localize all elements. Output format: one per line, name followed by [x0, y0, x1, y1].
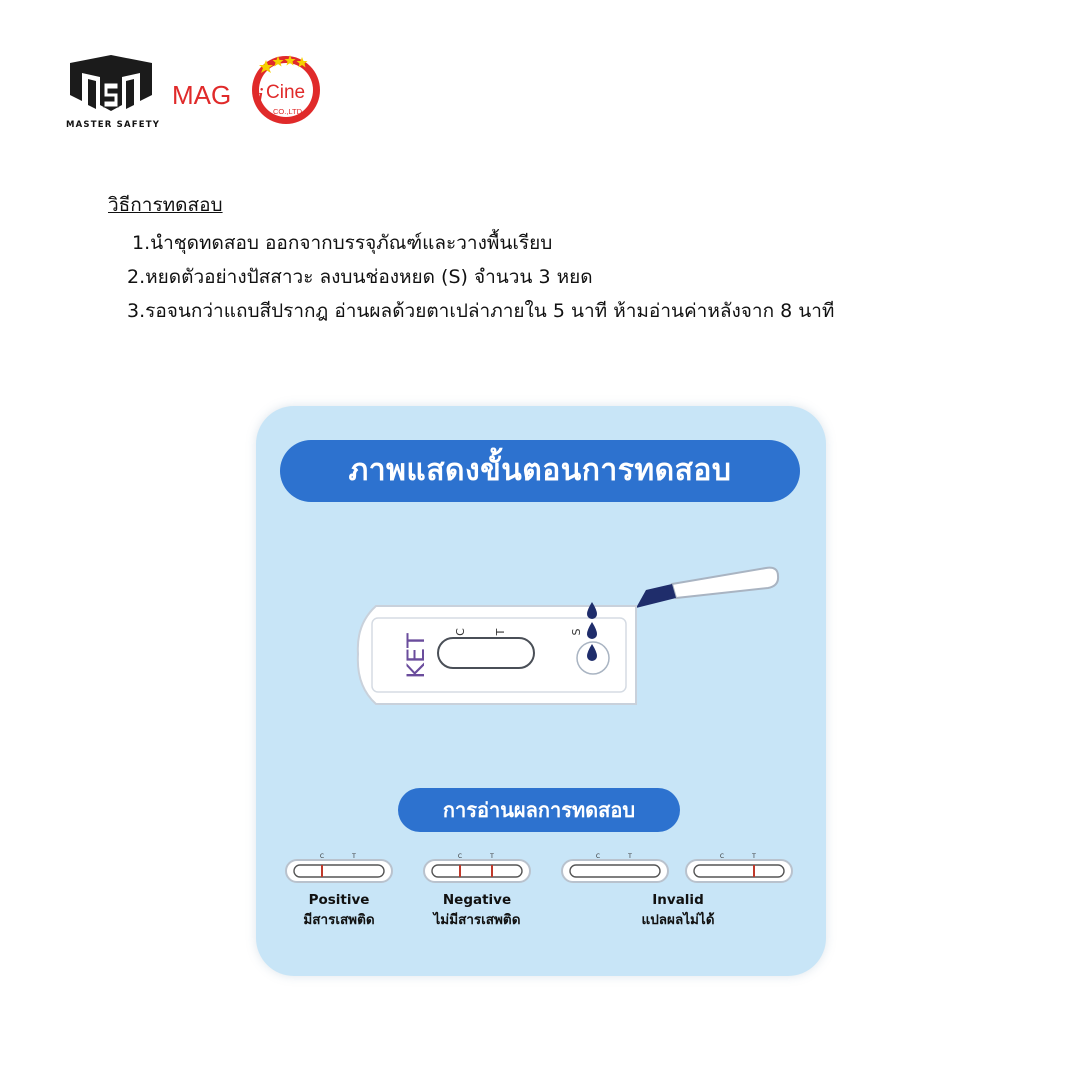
test-procedure-card	[256, 406, 826, 976]
result-reading-title: การอ่านผลการทดสอบ	[398, 788, 680, 832]
result-strip-invalid-1	[560, 852, 670, 884]
cassette-ket-label: KET	[402, 633, 430, 679]
strip-t-mark: T	[490, 853, 494, 860]
header-logos	[66, 50, 336, 140]
cassette-s-mark: S	[570, 628, 583, 636]
result-strip-negative	[422, 852, 532, 884]
procedure-title: ภาพแสดงขั้นตอนการทดสอบ	[280, 440, 800, 502]
magicine-i-text: i	[257, 84, 264, 110]
drop-icon-1	[587, 602, 597, 619]
test-cassette-illustration	[346, 556, 786, 716]
strip-c-mark: C	[595, 853, 601, 860]
result-label-invalid	[608, 890, 748, 930]
cassette-t-mark: T	[494, 628, 507, 636]
master-safety-caption: MASTER SAFETY	[66, 120, 161, 130]
strip-t-mark: T	[752, 853, 756, 860]
negative-label-th: ไม่มีสารเสพติด	[433, 912, 521, 928]
magicine-cine-text: Cine	[266, 82, 306, 103]
strip-c-mark: C	[457, 853, 463, 860]
magicine-mag-text: MAG	[172, 80, 232, 110]
negative-label-en: Negative	[442, 892, 512, 908]
instructions-title: วิธีการทดสอบ	[108, 194, 223, 216]
test-instructions	[108, 190, 1008, 328]
positive-label-en: Positive	[308, 892, 370, 908]
strip-c-mark: C	[319, 853, 325, 860]
result-strip-invalid-2	[684, 852, 794, 884]
strip-t-mark: T	[628, 853, 632, 860]
instruction-step-3: 3.รอจนกว่าแถบสีปรากฎ อ่านผลด้วยตาเปล่าภายใน 5 นาที ห้ามอ่านค่าหลังจาก 8 นาที	[127, 300, 835, 322]
master-safety-logo	[66, 50, 161, 130]
invalid-label-th: แปลผลไม่ได้	[641, 912, 715, 928]
result-strip-positive	[284, 852, 394, 884]
magicine-logo	[170, 54, 330, 129]
invalid-label-en: Invalid	[652, 892, 704, 908]
cassette-c-mark: C	[454, 628, 467, 636]
instruction-step-1: 1.นำชุดทดสอบ ออกจากบรรจุภัณฑ์และวางพื้นเรียบ	[132, 232, 553, 254]
result-label-positive	[269, 890, 409, 930]
strip-c-mark: C	[719, 853, 725, 860]
result-label-negative	[407, 890, 547, 930]
strip-t-mark: T	[352, 853, 356, 860]
positive-label-th: มีสารเสพติด	[303, 912, 375, 928]
instruction-step-2: 2.หยดตัวอย่างปัสสาวะ ลงบนช่องหยด (S) จำนวน 3 หยด	[127, 266, 593, 288]
magicine-co-text: CO.,LTD.	[273, 107, 305, 116]
